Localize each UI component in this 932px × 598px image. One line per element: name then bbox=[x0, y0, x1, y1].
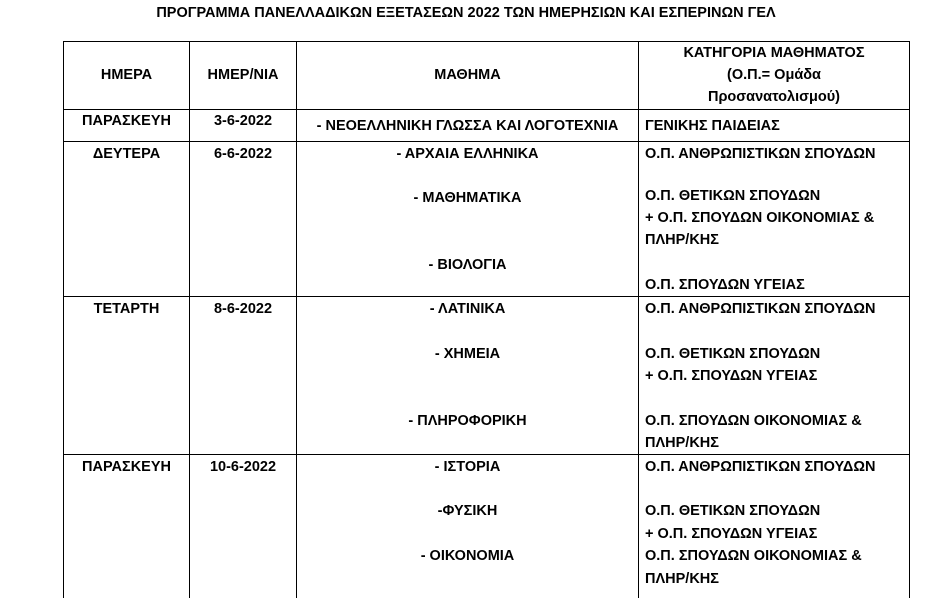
subject-cell: - ΑΡΧΑΙΑ ΕΛΛΗΝΙΚΑ bbox=[396, 146, 539, 162]
header-day: ΗΜΕΡΑ bbox=[100, 67, 153, 83]
row-divider bbox=[63, 141, 910, 142]
category-cell: + Ο.Π. ΣΠΟΥΔΩΝ ΥΓΕΙΑΣ bbox=[645, 368, 818, 384]
category-cell: Ο.Π. ΘΕΤΙΚΩΝ ΣΠΟΥΔΩΝ bbox=[645, 503, 821, 519]
row-date: 3-6-2022 bbox=[213, 113, 273, 129]
row-date: 6-6-2022 bbox=[213, 146, 273, 162]
row-day: ΤΕΤΑΡΤΗ bbox=[93, 301, 160, 317]
category-cell: + Ο.Π. ΣΠΟΥΔΩΝ ΥΓΕΙΑΣ bbox=[645, 526, 818, 542]
category-cell: Ο.Π. ΣΠΟΥΔΩΝ ΥΓΕΙΑΣ bbox=[645, 277, 805, 293]
category-cell: ΠΛΗΡ/ΚΗΣ bbox=[645, 435, 719, 451]
category-cell: Ο.Π. ΣΠΟΥΔΩΝ ΟΙΚΟΝΟΜΙΑΣ & bbox=[645, 548, 862, 564]
subject-cell: - ΜΑΘΗΜΑΤΙΚΑ bbox=[413, 190, 522, 206]
subject-cell: - ΠΛΗΡΟΦΟΡΙΚΗ bbox=[408, 413, 527, 429]
category-cell: + Ο.Π. ΣΠΟΥΔΩΝ ΟΙΚΟΝΟΜΙΑΣ & bbox=[645, 210, 875, 226]
page-title: ΠΡΟΓΡΑΜΜΑ ΠΑΝΕΛΛΑΔΙΚΩΝ ΕΞΕΤΑΣΕΩΝ 2022 ΤΩΝ ΗΜΕΡΗΣΙΩΝ ΚΑΙ ΕΣΠΕΡΙΝΩΝ ΓΕΛ bbox=[156, 5, 776, 21]
subject-cell: - ΝΕΟΕΛΛΗΝΙΚΗ ΓΛΩΣΣΑ ΚΑΙ ΛΟΓΟΤΕΧΝΙΑ bbox=[316, 118, 619, 134]
row-date: 8-6-2022 bbox=[213, 301, 273, 317]
category-cell: Ο.Π. ΣΠΟΥΔΩΝ ΟΙΚΟΝΟΜΙΑΣ & bbox=[645, 413, 862, 429]
table-border-right bbox=[909, 41, 910, 598]
category-cell: Ο.Π. ΑΝΘΡΩΠΙΣΤΙΚΩΝ ΣΠΟΥΔΩΝ bbox=[645, 146, 876, 162]
header-subject: ΜΑΘΗΜΑ bbox=[434, 67, 501, 83]
category-cell: ΠΛΗΡ/ΚΗΣ bbox=[645, 571, 719, 587]
row-day: ΠΑΡΑΣΚΕΥΗ bbox=[82, 459, 171, 475]
column-divider bbox=[638, 41, 639, 598]
header-category-line2: (Ο.Π.= Ομάδα bbox=[727, 67, 821, 83]
subject-cell: - ΛΑΤΙΝΙΚΑ bbox=[429, 301, 506, 317]
category-cell: ΠΛΗΡ/ΚΗΣ bbox=[645, 232, 719, 248]
subject-cell: - ΟΙΚΟΝΟΜΙΑ bbox=[420, 548, 515, 564]
row-divider bbox=[63, 454, 910, 455]
header-category-line1: ΚΑΤΗΓΟΡΙΑ ΜΑΘΗΜΑΤΟΣ bbox=[683, 45, 865, 61]
category-cell: Ο.Π. ΑΝΘΡΩΠΙΣΤΙΚΩΝ ΣΠΟΥΔΩΝ bbox=[645, 301, 876, 317]
header-category-line3: Προσανατολισμού) bbox=[707, 89, 841, 105]
subject-cell: - ΙΣΤΟΡΙΑ bbox=[434, 459, 501, 475]
category-cell: Ο.Π. ΑΝΘΡΩΠΙΣΤΙΚΩΝ ΣΠΟΥΔΩΝ bbox=[645, 459, 876, 475]
category-cell: Ο.Π. ΘΕΤΙΚΩΝ ΣΠΟΥΔΩΝ bbox=[645, 346, 821, 362]
row-divider bbox=[63, 296, 910, 297]
row-day: ΠΑΡΑΣΚΕΥΗ bbox=[82, 113, 171, 129]
subject-cell: - ΧΗΜΕΙΑ bbox=[434, 346, 501, 362]
category-cell: Ο.Π. ΘΕΤΙΚΩΝ ΣΠΟΥΔΩΝ bbox=[645, 188, 821, 204]
row-date: 10-6-2022 bbox=[209, 459, 277, 475]
subject-cell: - ΒΙΟΛΟΓΙΑ bbox=[428, 257, 507, 273]
subject-cell: -ΦΥΣΙΚΗ bbox=[437, 503, 498, 519]
category-cell: ΓΕΝΙΚΗΣ ΠΑΙΔΕΙΑΣ bbox=[645, 118, 780, 134]
header-date: ΗΜΕΡ/ΝΙΑ bbox=[207, 67, 279, 83]
row-day: ΔΕΥΤΕΡΑ bbox=[92, 146, 161, 162]
